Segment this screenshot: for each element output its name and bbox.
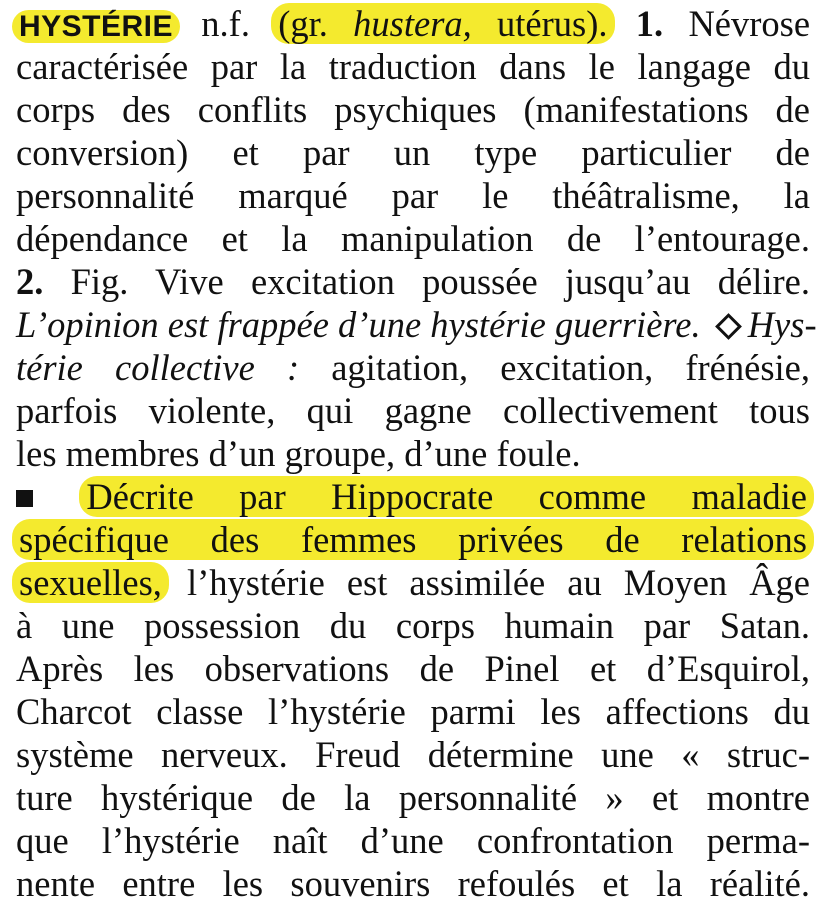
sub-term-part-2: térie collective : bbox=[16, 347, 300, 388]
entry-line-19: ture hystérique de la personnalité » et montre bbox=[16, 777, 810, 818]
headword: HYSTÉRIE bbox=[12, 10, 180, 43]
entry-line-20: que l’hystérie naît d’une confrontation perma- bbox=[16, 820, 810, 861]
entry-line-21: nente entre les souvenirs refoulés et la réalité. bbox=[16, 863, 810, 904]
entry-line-18: système nerveux. Freud détermine une « struc- bbox=[16, 734, 810, 775]
entry-line-12 bbox=[16, 475, 810, 519]
entry-line-3: corps des conflits psychiques (manifestations de bbox=[16, 89, 810, 130]
entry-line-10: parfois violente, qui gagne collectivement tous bbox=[16, 390, 810, 431]
diamond-outline-icon bbox=[715, 313, 742, 340]
sub-term-definition-start: agitation, excitation, frénésie, bbox=[331, 347, 810, 388]
entry-line-2: caractérisée par la traduction dans le langage du bbox=[16, 46, 810, 87]
entry-line-17: Charcot classe l’hystérie parmi les affections du bbox=[16, 691, 810, 732]
etymology-greek-word: hustera, bbox=[353, 3, 472, 44]
sense-number-2: 2. bbox=[16, 261, 44, 302]
entry-line-7 bbox=[16, 260, 810, 304]
entry-line-13 bbox=[16, 518, 810, 562]
entry-line-4: conversion) et par un type particulier de bbox=[16, 132, 810, 173]
etymology-open: (gr. bbox=[278, 3, 354, 44]
entry-line-15: à une possession du corps humain par Satan. bbox=[16, 605, 810, 646]
etymology-highlight bbox=[271, 3, 614, 44]
entry-line-11: les membres d’un groupe, d’une foule. bbox=[16, 433, 581, 474]
usage-example: L’opinion est frappée d’une hystérie guerrière. bbox=[16, 304, 701, 345]
entry-line-8 bbox=[16, 303, 817, 347]
encyclopedic-text-14: l’hystérie est assimilée au Moyen Âge bbox=[186, 562, 811, 603]
entry-line-9 bbox=[16, 346, 810, 390]
encyclopedic-highlight-2: spécifique des femmes privées de relations bbox=[12, 519, 814, 560]
entry-line-1 bbox=[16, 2, 810, 46]
sense-1-start: Névrose bbox=[688, 3, 811, 44]
sense-number-1: 1. bbox=[635, 3, 664, 44]
entry-line-6: dépendance et la manipulation de l’entourage. bbox=[16, 218, 810, 259]
encyclopedic-highlight-1: Décrite par Hippocrate comme maladie bbox=[79, 476, 814, 517]
black-square-icon bbox=[16, 490, 33, 507]
sub-term-part-1: Hys- bbox=[747, 304, 817, 345]
entry-line-14 bbox=[16, 561, 810, 605]
grammar-label: n.f. bbox=[201, 3, 250, 44]
encyclopedic-highlight-3: sexuelles, bbox=[12, 562, 169, 603]
sense-2-definition: Fig. Vive excitation poussée jusqu’au délire. bbox=[70, 261, 810, 302]
entry-line-16: Après les observations de Pinel et d’Esquirol, bbox=[16, 648, 810, 689]
etymology-meaning: utérus). bbox=[471, 3, 608, 44]
entry-line-5: personnalité marqué par le théâtralisme, la bbox=[16, 175, 810, 216]
